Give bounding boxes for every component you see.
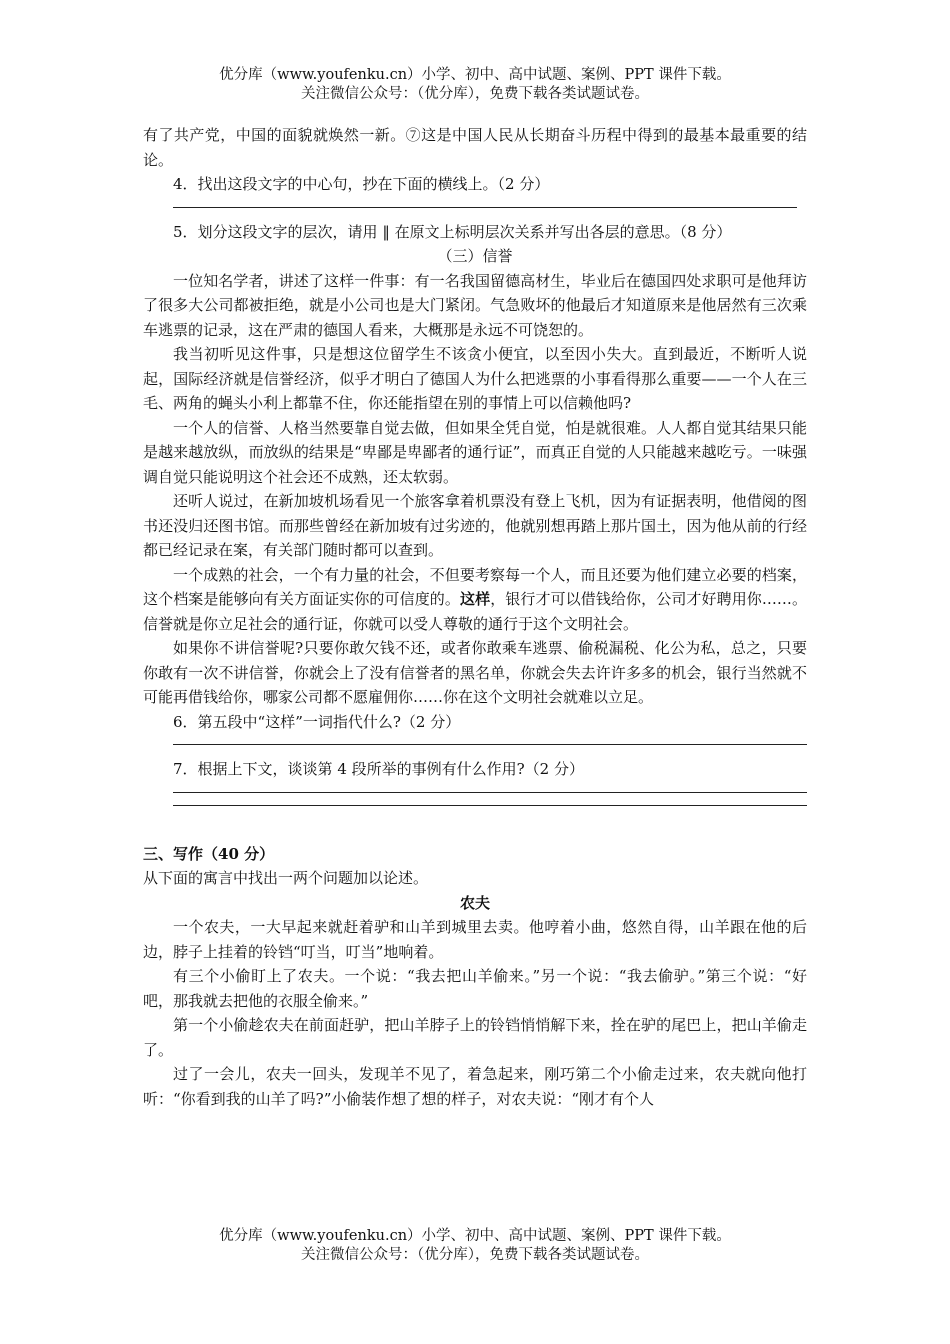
question-7: 7．根据上下文，谈谈第 4 段所举的事例有什么作用?（2 分）: [173, 760, 584, 778]
footer-line-2: 关注微信公众号：（优分库），免费下载各类试题试卷。: [301, 1247, 649, 1263]
header-line-2: 关注微信公众号：（优分库），免费下载各类试题试卷。: [301, 86, 649, 102]
passage-paragraph-1: 一位知名学者，讲述了这样一件事：有一名我国留德高材生，毕业后在德国四处求职可是他拜访了很多大公司都被拒绝，就是小公司也是大门紧闭。气急败坏的他最后才知道原来是他居然有三次乘车逃票的记录，这在严肃的德国人看来，大概那是永远不可饶恕的。: [143, 271, 807, 339]
fable-paragraph-4: 过了一会儿，农夫一回头，发现羊不见了，着急起来，刚巧第二个小偷走过来，农夫就向他打听：“你看到我的山羊了吗?”小偷装作想了想的样子，对农夫说：“刚才有个人: [143, 1065, 807, 1108]
intro-paragraph: 有了共产党，中国的面貌就焕然一新。⑦这是中国人民从长期奋斗历程中得到的最基本最重要的结论。: [143, 126, 807, 169]
question-5: 5．划分这段文字的层次，请用 ‖ 在原文上标明层次关系并写出各层的意思。（8 分）: [173, 222, 732, 241]
answer-line-q7-1: [173, 792, 807, 793]
answer-line-q6: [173, 744, 807, 745]
question-6: 6．第五段中“这样”一词指代什么?（2 分）: [173, 712, 461, 731]
passage-paragraph-3: 一个人的信誉、人格当然要靠自觉去做，但如果全凭自觉，怕是就很难。人人都自觉其结果只能是越来越放纵，而放纵的结果是“卑鄙是卑鄙者的通行证”，而真正自觉的人只能越来越吃亏。一味强调自觉只能说明这个社会还不成熟，还太软弱。: [143, 418, 807, 486]
footer-line-1: 优分库（www.youfenku.cn）小学、初中、高中试题、案例、PPT 课件下载。: [219, 1228, 731, 1244]
passage-paragraph-6: 如果你不讲信誉呢?只要你敢欠钱不还，或者你敢乘车逃票、偷税漏税、化公为私，总之，只要你敢有一次不讲信誉，你就会上了没有信誉者的黑名单，你就会失去许许多多的机会，银行当然就不可能再借钱给你，哪家公司都不愿雇佣你……你在这个文明社会就难以立足。: [143, 639, 807, 706]
header-line-1: 优分库（www.youfenku.cn）小学、初中、高中试题、案例、PPT 课件下载。: [219, 67, 731, 83]
document-body: [143, 123, 807, 1111]
writing-prompt: 从下面的寓言中找出一两个问题加以论述。: [143, 869, 429, 887]
passage-paragraph-2: 我当初听见这件事，只是想这位留学生不该贪小便宜，以至因小失大。直到最近，不断听人说起，国际经济就是信誉经济，似乎才明白了德国人为什么把逃票的小事看得那么重要——一个人在三毛、两角的蝇头小利上都靠不住，你还能指望在别的事情上可以信赖他吗?: [143, 345, 807, 412]
writing-section-title: 三、写作（40 分）: [143, 844, 275, 863]
question-4: 4．找出这段文字的中心句，抄在下面的横线上。（2 分）: [173, 175, 550, 193]
fable-title: 农夫: [459, 893, 490, 912]
para5-bold-word: 这样: [459, 590, 491, 608]
para5-part-a: 一个成熟的社会，一个有力量的社会，不但要考察每一个人，而且还要为他们建立必要的档案，这个档案是能够向有关方面证实你的可信度的。: [143, 565, 807, 608]
page-header: [0, 66, 950, 104]
para5-part-b: ，银行才可以借钱给你，公司才好聘用你……。信誉就是你立足社会的通行证，你就可以受人尊敬的通行于这个文明社会。: [143, 590, 807, 633]
answer-line-q7-2: [173, 805, 807, 806]
answer-line-q4: [173, 207, 797, 208]
fable-paragraph-1: 一个农夫，一大早起来就赶着驴和山羊到城里去卖。他哼着小曲，悠然自得，山羊跟在他的后边，脖子上挂着的铃铛“叮当，叮当”地响着。: [143, 918, 807, 961]
passage-paragraph-5: [143, 563, 807, 637]
page-footer: [0, 1227, 950, 1265]
fable-paragraph-3: 第一个小偷趁农夫在前面赶驴，把山羊脖子上的铃铛悄悄解下来，拴在驴的尾巴上，把山羊偷走了。: [143, 1016, 807, 1059]
fable-paragraph-2: 有三个小偷盯上了农夫。一个说：“我去把山羊偷来。”另一个说：“我去偷驴。”第三个说：“好吧，那我就去把他的衣服全偷来。”: [143, 967, 807, 1010]
section-title: （三）信誉: [437, 247, 513, 265]
passage-paragraph-4: 还听人说过，在新加坡机场看见一个旅客拿着机票没有登上飞机，因为有证据表明，他借阅的图书还没归还图书馆。而那些曾经在新加坡有过劣迹的，他就别想再踏上那片国土，因为他从前的行经都已经记录在案，有关部门随时都可以查到。: [143, 492, 807, 559]
